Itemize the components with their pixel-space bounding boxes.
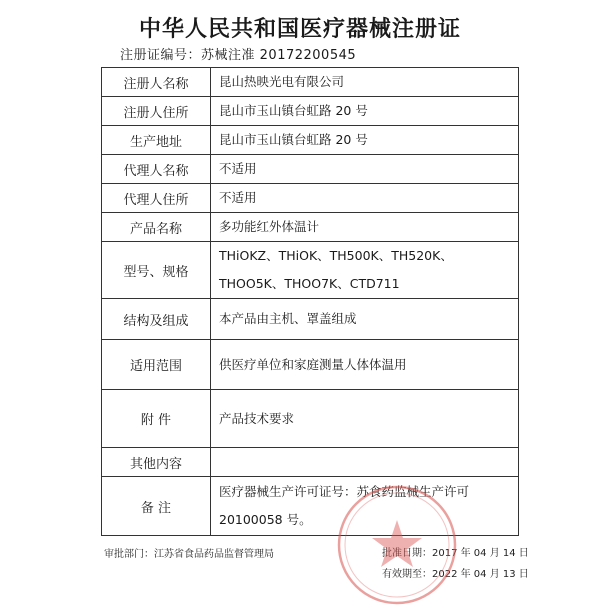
table-row bbox=[102, 242, 519, 299]
row-key: 适用范围 bbox=[102, 340, 211, 390]
document-title: 中华人民共和国医疗器械注册证 bbox=[138, 17, 461, 42]
row-key: 备 注 bbox=[102, 477, 211, 536]
row-value: THiOKZ、THiOK、TH500K、TH520K、THOO5K、THOO7K、CTD711 bbox=[211, 242, 519, 299]
row-value: 本产品由主机、罩盖组成 bbox=[211, 299, 519, 340]
table-row bbox=[102, 477, 519, 536]
row-value: 不适用 bbox=[211, 184, 519, 213]
table-row bbox=[102, 155, 519, 184]
row-key: 生产地址 bbox=[102, 126, 211, 155]
row-key: 产品名称 bbox=[102, 213, 211, 242]
row-key: 代理人住所 bbox=[102, 184, 211, 213]
row-value: 供医疗单位和家庭测量人体体温用 bbox=[211, 340, 519, 390]
row-key: 其他内容 bbox=[102, 448, 211, 477]
table-row bbox=[102, 213, 519, 242]
table-row bbox=[102, 97, 519, 126]
row-key: 附 件 bbox=[102, 390, 211, 448]
date-block bbox=[382, 543, 529, 585]
table-row bbox=[102, 448, 519, 477]
table-row bbox=[102, 390, 519, 448]
row-key: 型号、规格 bbox=[102, 242, 211, 299]
table-row bbox=[102, 126, 519, 155]
row-value: 昆山市玉山镇台虹路 20 号 bbox=[211, 126, 519, 155]
table-row bbox=[102, 68, 519, 97]
row-value: 昆山市玉山镇台虹路 20 号 bbox=[211, 97, 519, 126]
row-key: 代理人名称 bbox=[102, 155, 211, 184]
certificate-table bbox=[101, 67, 519, 536]
table-row bbox=[102, 340, 519, 390]
row-value: 多功能红外体温计 bbox=[211, 213, 519, 242]
issuing-authority: 审批部门：江苏省食品药品监督管理局 bbox=[104, 549, 274, 560]
registration-number bbox=[120, 44, 356, 63]
row-key: 注册人名称 bbox=[102, 68, 211, 97]
table-row bbox=[102, 184, 519, 213]
row-value: 不适用 bbox=[211, 155, 519, 184]
row-value bbox=[211, 448, 519, 477]
registration-number-label: 注册证编号： bbox=[120, 48, 202, 63]
approval-date: 批准日期：2017 年 04 月 14 日 bbox=[382, 548, 529, 559]
valid-until-date: 有效期至：2022 年 04 月 13 日 bbox=[382, 569, 529, 580]
row-value: 昆山热映光电有限公司 bbox=[211, 68, 519, 97]
table-row bbox=[102, 299, 519, 340]
row-key: 结构及组成 bbox=[102, 299, 211, 340]
row-value: 产品技术要求 bbox=[211, 390, 519, 448]
registration-number-value: 苏械注准 20172200545 bbox=[201, 48, 357, 63]
row-value: 医疗器械生产许可证号：苏食药监械生产许可 20100058 号。 bbox=[211, 477, 519, 536]
row-key: 注册人住所 bbox=[102, 97, 211, 126]
